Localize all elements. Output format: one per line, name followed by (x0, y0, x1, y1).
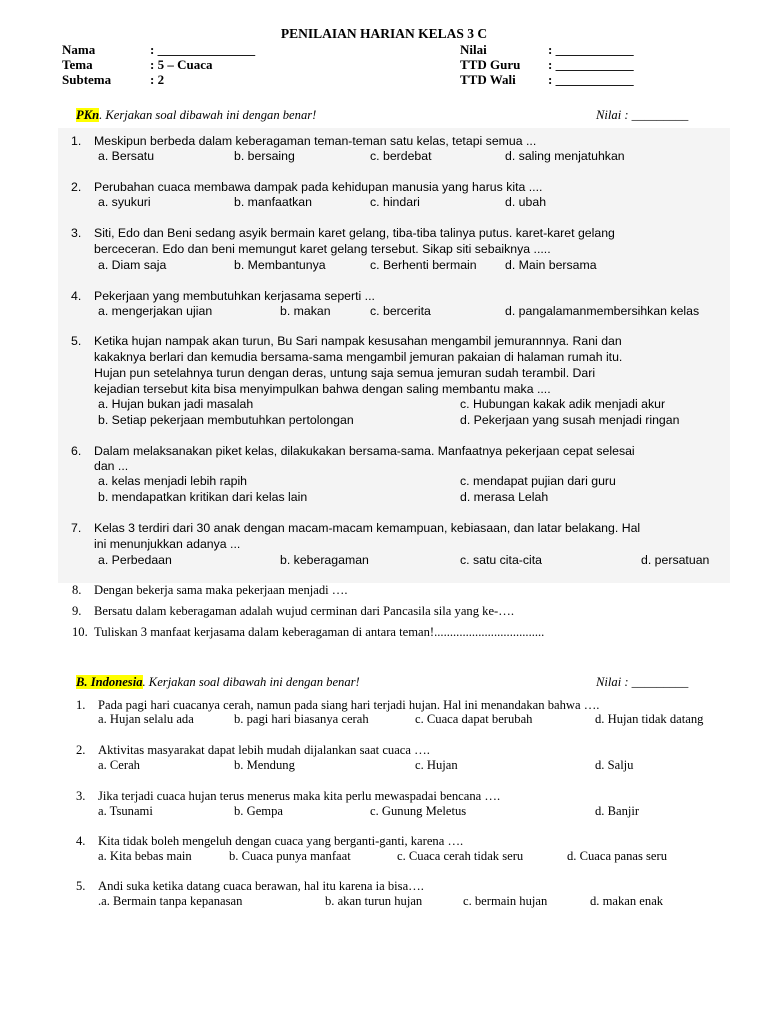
option-a: a. Bersatu (98, 149, 155, 163)
option-d: d. saling menjatuhkan (505, 149, 625, 163)
question-text: Bersatu dalam keberagaman adalah wujud cerminan dari Pancasila sila yang ke-…. (94, 604, 514, 618)
question-number: 7. (71, 521, 82, 535)
option-b: b. Mendung (234, 758, 295, 772)
question-text: Siti, Edo dan Beni sedang asyik bermain karet gelang, tiba-tiba talinya putus. karet-karet gelang (94, 226, 615, 240)
option-a: a. Tsunami (98, 804, 153, 818)
question-number: 1. (71, 134, 82, 148)
option-d: d. ubah (505, 195, 547, 209)
option-c: c. Hujan (415, 758, 458, 772)
question-number: 3. (76, 789, 86, 803)
pkn-instruction: . Kerjakan soal dibawah ini dengan benar! (99, 108, 317, 122)
field-ttd-wali[interactable]: : ____________ (548, 72, 634, 87)
field-tema: : 5 – Cuaca (150, 57, 213, 72)
label-ttd-wali: TTD Wali (460, 72, 516, 87)
question-text: Perubahan cuaca membawa dampak pada kehidupan manusia yang harus kita .... (94, 180, 543, 194)
label-ttd-guru: TTD Guru (460, 57, 521, 72)
option-b: b. manfaatkan (234, 195, 312, 209)
question-number: 2. (76, 743, 86, 757)
question-number: 4. (76, 834, 86, 848)
option-d: d. pangalamanmembersihkan kelas (505, 304, 700, 318)
label-nama: Nama (62, 42, 96, 57)
indo-subject-label: B. Indonesia (76, 675, 143, 689)
question-number: 6. (71, 444, 82, 458)
question-text: kakaknya berlari dan kemudia bersama-sama mengambil jemuran pakaian di halaman rumah itu. (94, 350, 623, 364)
option-d: d. makan enak (590, 894, 664, 908)
option-c: c. Cuaca dapat berubah (415, 712, 533, 726)
field-subtema: : 2 (150, 72, 165, 87)
question-number: 8. (72, 583, 82, 597)
question-number: 10. (72, 625, 88, 639)
question-text: Aktivitas masyarakat dapat lebih mudah dijalankan saat cuaca …. (98, 743, 430, 757)
question-text: ini menunjukkan adanya ... (94, 537, 241, 551)
question-text: Dalam melaksanakan piket kelas, dilakukakan bersama-sama. Manfaatnya pekerjaan cepat selesai (94, 444, 635, 458)
option-d: d. merasa Lelah (460, 490, 549, 504)
option-a: a. Diam saja (98, 258, 167, 272)
question-text: Jika terjadi cuaca hujan terus menerus maka kita perlu mewaspadai bencana …. (98, 789, 501, 803)
option-d: d. Main bersama (505, 258, 597, 272)
indo-section-heading (76, 674, 360, 690)
option-c: c. mendapat pujian dari guru (460, 474, 616, 488)
question-text: Ketika hujan nampak akan turun, Bu Sari nampak kesusahan mengambil jemurannnya. Rani dan (94, 334, 622, 348)
option-b: b. keberagaman (280, 553, 369, 567)
option-b: b. akan turun hujan (325, 894, 423, 908)
question-number: 2. (71, 180, 82, 194)
option-c: c. Gunung Meletus (370, 804, 467, 818)
option-a: a. kelas menjadi lebih rapih (98, 474, 248, 488)
option-c: c. hindari (370, 195, 420, 209)
label-nilai: Nilai (460, 42, 487, 57)
field-nilai[interactable]: : ____________ (548, 42, 634, 57)
question-text: Pekerjaan yang membutuhkan kerjasama seperti ... (94, 289, 375, 303)
option-d: d. Hujan tidak datang (595, 712, 704, 726)
question-number: 3. (71, 226, 82, 240)
question-number: 5. (71, 334, 82, 348)
option-a: a. Perbedaan (98, 553, 172, 567)
question-text: Tuliskan 3 manfaat kerjasama dalam keberagaman di antara teman!................................... (94, 625, 545, 639)
pkn-section-heading (76, 107, 316, 123)
page-title: PENILAIAN HARIAN KELAS 3 C (280, 26, 488, 41)
option-b: b. Membantunya (234, 258, 326, 272)
pkn-nilai: Nilai : _________ (596, 108, 689, 122)
option-d: d. Pekerjaan yang susah menjadi ringan (460, 413, 680, 427)
field-ttd-guru[interactable]: : ____________ (548, 57, 634, 72)
question-text: Kelas 3 terdiri dari 30 anak dengan macam-macam kemampuan, kebiasaan, dan latar belakang. Hal (94, 521, 641, 535)
question-text: Andi suka ketika datang cuaca berawan, hal itu karena ia bisa…. (98, 879, 424, 893)
option-b: b. Gempa (234, 804, 283, 818)
option-c: c. satu cita-cita (460, 553, 543, 567)
option-a: a. syukuri (98, 195, 151, 209)
option-b: b. bersaing (234, 149, 295, 163)
option-a: a. Hujan bukan jadi masalah (98, 397, 254, 411)
option-c: c. Berhenti bermain (370, 258, 477, 272)
option-c: c. Cuaca cerah tidak seru (397, 849, 524, 863)
question-text: Pada pagi hari cuacanya cerah, namun pada siang hari terjadi hujan. Hal ini menandakan bahwa …. (98, 698, 600, 712)
label-subtema: Subtema (62, 72, 112, 87)
option-a: .a. Bermain tanpa kepanasan (98, 894, 243, 908)
question-text: Dengan bekerja sama maka pekerjaan menjadi …. (94, 583, 348, 597)
indo-instruction: . Kerjakan soal dibawah ini dengan benar! (142, 675, 360, 689)
question-text: dan ... (94, 459, 129, 473)
question-number: 4. (71, 289, 82, 303)
option-b: b. mendapatkan kritikan dari kelas lain (98, 490, 308, 504)
question-number: 1. (76, 698, 86, 712)
option-c: c. bermain hujan (463, 894, 548, 908)
question-text: Kita tidak boleh mengeluh dengan cuaca yang berganti-ganti, karena …. (98, 834, 464, 848)
option-c: c. bercerita (370, 304, 431, 318)
option-c: c. berdebat (370, 149, 432, 163)
option-b: b. makan (280, 304, 331, 318)
question-text: Hujan pun setelahnya turun dengan deras, untung saja semua jemuran sudah terambil. Dari (94, 366, 596, 380)
field-nama[interactable]: : _______________ (150, 42, 256, 57)
option-a: a. Hujan selalu ada (98, 712, 194, 726)
label-tema: Tema (62, 57, 93, 72)
option-d: d. Cuaca panas seru (567, 849, 668, 863)
indo-nilai: Nilai : _________ (596, 675, 689, 689)
pkn-subject-label: PKn (76, 108, 100, 122)
option-d: d. persatuan (641, 553, 710, 567)
question-text: berceceran. Edo dan beni memungut karet gelang tersebut. Sikap siti sebaiknya ..... (94, 242, 551, 256)
option-b: b. Setiap pekerjaan membutuhkan pertolongan (98, 413, 354, 427)
option-a: a. Cerah (98, 758, 140, 772)
question-text: Meskipun berbeda dalam keberagaman teman-teman satu kelas, tetapi semua ... (94, 134, 537, 148)
option-b: b. pagi hari biasanya cerah (234, 712, 369, 726)
option-c: c. Hubungan kakak adik menjadi akur (460, 397, 666, 411)
option-b: b. Cuaca punya manfaat (229, 849, 351, 863)
option-a: a. mengerjakan ujian (98, 304, 213, 318)
question-number: 9. (72, 604, 82, 618)
option-a: a. Kita bebas main (98, 849, 192, 863)
question-number: 5. (76, 879, 86, 893)
option-d: d. Salju (595, 758, 634, 772)
option-d: d. Banjir (595, 804, 640, 818)
question-text: kejadian tersebut kita bisa menyimpulkan bahwa dengan saling membantu maka .... (94, 382, 551, 396)
